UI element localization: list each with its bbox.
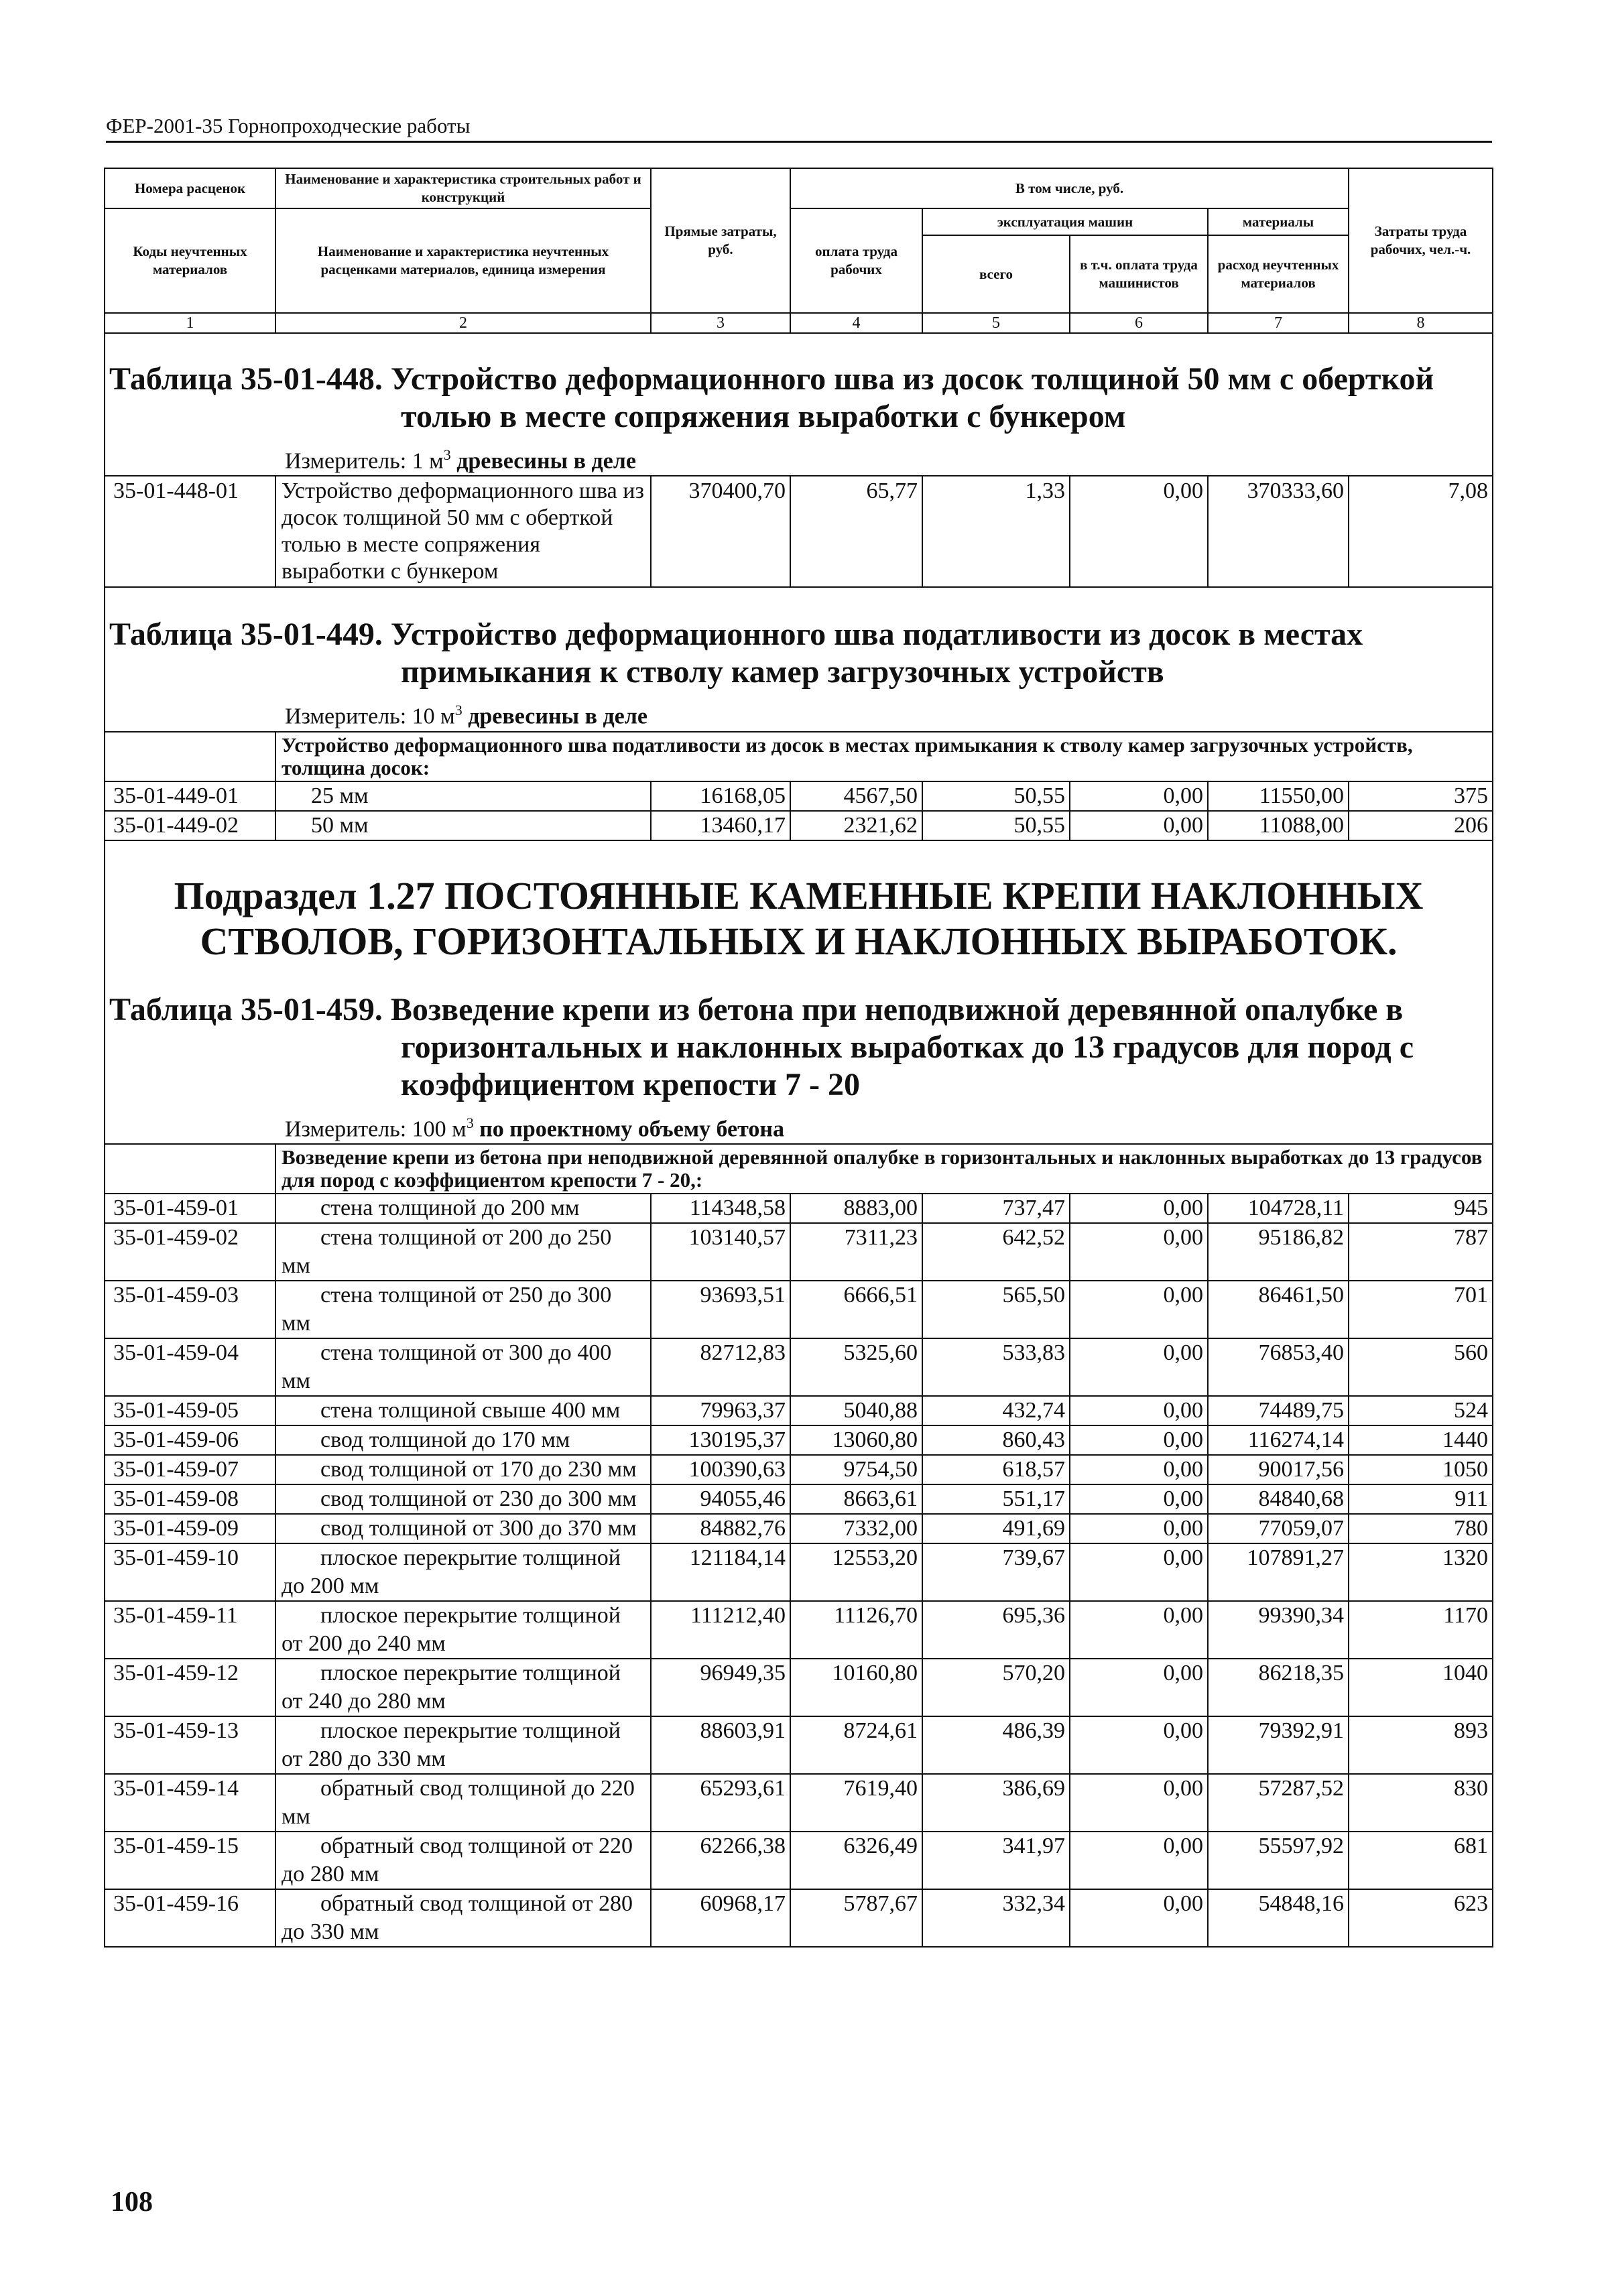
machine-cost: 486,39	[922, 1716, 1070, 1774]
meter-sup: 3	[466, 1114, 474, 1131]
meter-sup: 3	[443, 446, 451, 463]
materials-cost: 90017,56	[1208, 1455, 1349, 1484]
direct-cost: 60968,17	[651, 1889, 790, 1947]
column-number: 4	[790, 313, 922, 333]
labor-hours: 911	[1349, 1484, 1493, 1514]
rate-code: 35-01-449-02	[105, 811, 275, 840]
table-row	[105, 1194, 1493, 1223]
labor-hours: 375	[1349, 781, 1493, 811]
column-number: 6	[1070, 313, 1208, 333]
machine-cost: 491,69	[922, 1514, 1070, 1543]
rate-code: 35-01-459-01	[105, 1194, 275, 1223]
labor-cost: 10160,80	[790, 1659, 922, 1716]
rate-code: 35-01-448-01	[105, 476, 275, 587]
labor-cost: 4567,50	[790, 781, 922, 811]
machine-cost: 739,67	[922, 1543, 1070, 1601]
machine-cost: 1,33	[922, 476, 1070, 587]
subsection-title	[109, 873, 1488, 964]
table-459-title-line1: Возведение крепи из бетона при неподвижной деревянной опалубке в	[390, 991, 1404, 1027]
table-row	[105, 476, 1493, 587]
col2-subheader: Наименование и характеристика неучтенных расценками материалов, единица измерения	[275, 208, 651, 313]
machinist-cost: 0,00	[1070, 1889, 1208, 1947]
direct-cost: 93693,51	[651, 1281, 790, 1338]
machine-cost: 50,55	[922, 781, 1070, 811]
labor-cost: 65,77	[790, 476, 922, 587]
rate-code: 35-01-459-16	[105, 1889, 275, 1947]
labor-hours: 1050	[1349, 1455, 1493, 1484]
section-449-heading-cell	[105, 587, 1493, 731]
labor-hours: 701	[1349, 1281, 1493, 1338]
col3-header: Прямые затраты, руб.	[651, 168, 790, 313]
table-459-meter	[285, 1110, 1488, 1143]
materials-cost: 84840,68	[1208, 1484, 1349, 1514]
rate-code: 35-01-459-15	[105, 1832, 275, 1889]
labor-hours: 206	[1349, 811, 1493, 840]
materials-cost: 116274,14	[1208, 1425, 1349, 1455]
materials-header: материалы	[1208, 208, 1349, 235]
section-448-heading-cell	[105, 333, 1493, 476]
machinist-cost: 0,00	[1070, 1455, 1208, 1484]
materials-cost: 107891,27	[1208, 1543, 1349, 1601]
column-number: 2	[275, 313, 651, 333]
column-number: 1	[105, 313, 275, 333]
work-name: плоское перекрытие толщиной от 240 до 280 мм	[275, 1659, 651, 1716]
materials-cost: 76853,40	[1208, 1338, 1349, 1396]
table-449-group: Устройство деформационного шва податливости из досок в местах примыкания к стволу камер загрузочных устройств, толщина досок:	[275, 732, 1493, 781]
work-name: свод толщиной от 230 до 300 мм	[275, 1484, 651, 1514]
machine-cost: 565,50	[922, 1281, 1070, 1338]
materials-cost: 86218,35	[1208, 1659, 1349, 1716]
table-449-title-line1: Устройство деформационного шва податливости из досок в местах	[390, 617, 1363, 653]
meter-suffix: древесины в деле	[450, 448, 636, 474]
table-row	[105, 1484, 1493, 1514]
table-row	[105, 1281, 1493, 1338]
materials-cost: 74489,75	[1208, 1396, 1349, 1425]
materials-cost: 55597,92	[1208, 1832, 1349, 1889]
labor-cost: 8663,61	[790, 1484, 922, 1514]
rate-code: 35-01-449-01	[105, 781, 275, 811]
materials-cost: 54848,16	[1208, 1889, 1349, 1947]
direct-cost: 114348,58	[651, 1194, 790, 1223]
materials-cost: 79392,91	[1208, 1716, 1349, 1774]
work-name: 25 мм	[275, 781, 651, 811]
col8-header: Затраты труда рабочих, чел.-ч.	[1349, 168, 1493, 313]
materials-cost: 99390,34	[1208, 1601, 1349, 1659]
machinist-cost: 0,00	[1070, 1194, 1208, 1223]
materials-cost: 104728,11	[1208, 1194, 1349, 1223]
page-header: ФЕР-2001-35 Горнопроходческие работы	[106, 113, 1492, 143]
labor-cost: 6666,51	[790, 1281, 922, 1338]
table-row	[105, 1455, 1493, 1484]
machinist-cost: 0,00	[1070, 1514, 1208, 1543]
machinist-cost: 0,00	[1070, 1338, 1208, 1396]
materials-cost: 370333,60	[1208, 476, 1349, 587]
table-449-label: Таблица 35-01-449.	[109, 617, 383, 653]
materials-cost: 11550,00	[1208, 781, 1349, 811]
table-row	[105, 811, 1493, 840]
labor-hours: 1320	[1349, 1543, 1493, 1601]
meter-prefix: Измеритель: 1 м	[285, 448, 444, 474]
table-row	[105, 1425, 1493, 1455]
meter-prefix: Измеритель: 10 м	[285, 704, 455, 729]
machinist-cost: 0,00	[1070, 811, 1208, 840]
meter-prefix: Измеритель: 100 м	[285, 1116, 467, 1141]
machinist-cost: 0,00	[1070, 1601, 1208, 1659]
machinist-cost: 0,00	[1070, 1832, 1208, 1889]
labor-cost: 12553,20	[790, 1543, 922, 1601]
work-name: стена толщиной до 200 мм	[275, 1194, 651, 1223]
machinist-cost: 0,00	[1070, 1223, 1208, 1281]
labor-cost: 6326,49	[790, 1832, 922, 1889]
direct-cost: 96949,35	[651, 1659, 790, 1716]
table-448-label: Таблица 35-01-448.	[109, 361, 383, 397]
table-448-rows	[105, 476, 1493, 587]
column-number-row	[105, 313, 1493, 333]
machine-cost: 50,55	[922, 811, 1070, 840]
work-name: обратный свод толщиной от 220 до 280 мм	[275, 1832, 651, 1889]
direct-cost: 94055,46	[651, 1484, 790, 1514]
materials-cost: 95186,82	[1208, 1223, 1349, 1281]
materials-cost: 57287,52	[1208, 1774, 1349, 1832]
subsection-line2: СТВОЛОВ, ГОРИЗОНТАЛЬНЫХ И НАКЛОННЫХ ВЫРАБОТОК.	[200, 919, 1398, 963]
labor-hours: 1040	[1349, 1659, 1493, 1716]
machinist-cost: 0,00	[1070, 1543, 1208, 1601]
rate-code: 35-01-459-07	[105, 1455, 275, 1484]
column-number: 5	[922, 313, 1070, 333]
table-449-meter	[285, 698, 1488, 730]
column-number: 3	[651, 313, 790, 333]
materials-cost: 86461,50	[1208, 1281, 1349, 1338]
labor-cost: 11126,70	[790, 1601, 922, 1659]
machine-cost: 737,47	[922, 1194, 1070, 1223]
work-name: стена толщиной от 300 до 400 мм	[275, 1338, 651, 1396]
materials-cost: 11088,00	[1208, 811, 1349, 840]
table-459-title-line2: горизонтальных и наклонных выработках до 13 градусов для пород с	[401, 1029, 1414, 1065]
machine-cost: 642,52	[922, 1223, 1070, 1281]
direct-cost: 65293,61	[651, 1774, 790, 1832]
machine-cost: 332,34	[922, 1889, 1070, 1947]
labor-cost: 5040,88	[790, 1396, 922, 1425]
direct-cost: 370400,70	[651, 476, 790, 587]
table-449-title-line2: примыкания к стволу камер загрузочных устройств	[401, 654, 1164, 690]
work-name: обратный свод толщиной от 280 до 330 мм	[275, 1889, 651, 1947]
page-number: 108	[111, 2187, 153, 2218]
labor-cost: 8883,00	[790, 1194, 922, 1223]
work-name: плоское перекрытие толщиной до 200 мм	[275, 1543, 651, 1601]
machine-cost: 386,69	[922, 1774, 1070, 1832]
work-name: свод толщиной до 170 мм	[275, 1425, 651, 1455]
incl-header: В том числе, руб.	[790, 168, 1349, 208]
direct-cost: 88603,91	[651, 1716, 790, 1774]
labor-hours: 7,08	[1349, 476, 1493, 587]
labor-cost: 9754,50	[790, 1455, 922, 1484]
rate-code: 35-01-459-10	[105, 1543, 275, 1601]
rate-code: 35-01-459-04	[105, 1338, 275, 1396]
direct-cost: 62266,38	[651, 1832, 790, 1889]
machine-cost: 695,36	[922, 1601, 1070, 1659]
work-name: 50 мм	[275, 811, 651, 840]
table-448-title-line2: толью в месте сопряжения выработки с бункером	[401, 399, 1126, 434]
table-459-label: Таблица 35-01-459.	[109, 991, 383, 1027]
table-448-meter	[285, 442, 1488, 475]
column-number: 7	[1208, 313, 1349, 333]
machinist-cost: 0,00	[1070, 1396, 1208, 1425]
col7-header: расход неучтенных материалов	[1208, 235, 1349, 313]
work-name: плоское перекрытие толщиной от 280 до 330 мм	[275, 1716, 651, 1774]
subsection-cell	[105, 840, 1493, 1144]
subsection-line1: Подраздел 1.27 ПОСТОЯННЫЕ КАМЕННЫЕ КРЕПИ НАКЛОННЫХ	[174, 873, 1424, 917]
labor-cost: 5787,67	[790, 1889, 922, 1947]
materials-cost: 77059,07	[1208, 1514, 1349, 1543]
machine-cost: 618,57	[922, 1455, 1070, 1484]
work-name: стена толщиной свыше 400 мм	[275, 1396, 651, 1425]
group-spacer	[105, 732, 275, 781]
direct-cost: 121184,14	[651, 1543, 790, 1601]
machinist-cost: 0,00	[1070, 1716, 1208, 1774]
table-row	[105, 1889, 1493, 1947]
subsection-row	[105, 840, 1493, 1144]
table-459-group: Возведение крепи из бетона при неподвижной деревянной опалубке в горизонтальных и наклонных выработках до 13 градусов для пород с коэффициентом крепости 7 - 20,:	[275, 1144, 1493, 1194]
section-449	[105, 587, 1493, 731]
labor-cost: 5325,60	[790, 1338, 922, 1396]
rate-code: 35-01-459-03	[105, 1281, 275, 1338]
col5-header: всего	[922, 235, 1070, 313]
section-448	[105, 333, 1493, 476]
table-449-rows	[105, 781, 1493, 840]
rate-code: 35-01-459-05	[105, 1396, 275, 1425]
meter-suffix: по проектному объему бетона	[473, 1116, 784, 1141]
table-row	[105, 1774, 1493, 1832]
header-row-2	[105, 208, 1493, 235]
table-448-title-line1: Устройство деформационного шва из досок толщиной 50 мм с оберткой	[390, 361, 1434, 397]
table-row	[105, 1832, 1493, 1889]
rate-code: 35-01-459-14	[105, 1774, 275, 1832]
table-row	[105, 1223, 1493, 1281]
rate-code: 35-01-459-09	[105, 1514, 275, 1543]
col4-header: оплата труда рабочих	[790, 208, 922, 313]
labor-cost: 7311,23	[790, 1223, 922, 1281]
direct-cost: 130195,37	[651, 1425, 790, 1455]
table-459-group-row	[105, 1144, 1493, 1194]
machinist-cost: 0,00	[1070, 1659, 1208, 1716]
labor-cost: 13060,80	[790, 1425, 922, 1455]
rate-code: 35-01-459-11	[105, 1601, 275, 1659]
work-name: свод толщиной от 300 до 370 мм	[275, 1514, 651, 1543]
labor-cost: 2321,62	[790, 811, 922, 840]
col6-header: в т.ч. оплата труда машинистов	[1070, 235, 1208, 313]
machine-cost: 432,74	[922, 1396, 1070, 1425]
meter-suffix: древесины в деле	[462, 704, 647, 729]
meter-sup: 3	[454, 702, 462, 719]
rate-code: 35-01-459-02	[105, 1223, 275, 1281]
col1-header: Номера расценок	[105, 168, 275, 208]
rate-code: 35-01-459-08	[105, 1484, 275, 1514]
direct-cost: 103140,57	[651, 1223, 790, 1281]
machine-cost: 570,20	[922, 1659, 1070, 1716]
table-row	[105, 1659, 1493, 1716]
work-name: плоское перекрытие толщиной от 200 до 240 мм	[275, 1601, 651, 1659]
table-row	[105, 1396, 1493, 1425]
direct-cost: 13460,17	[651, 811, 790, 840]
table-row	[105, 781, 1493, 811]
table-459-title-line3: коэффициентом крепости 7 - 20	[401, 1066, 860, 1102]
machine-cost: 341,97	[922, 1832, 1070, 1889]
table-448-title	[109, 361, 1488, 436]
machine-cost: 551,17	[922, 1484, 1070, 1514]
work-name: свод толщиной от 170 до 230 мм	[275, 1455, 651, 1484]
rate-code: 35-01-459-13	[105, 1716, 275, 1774]
machinist-cost: 0,00	[1070, 1425, 1208, 1455]
col2-header: Наименование и характеристика строительных работ и конструкций	[275, 168, 651, 208]
column-number: 8	[1349, 313, 1493, 333]
labor-hours: 623	[1349, 1889, 1493, 1947]
machine-cost: 533,83	[922, 1338, 1070, 1396]
table-row	[105, 1514, 1493, 1543]
direct-cost: 79963,37	[651, 1396, 790, 1425]
labor-cost: 8724,61	[790, 1716, 922, 1774]
rate-code: 35-01-459-06	[105, 1425, 275, 1455]
direct-cost: 111212,40	[651, 1601, 790, 1659]
machine-cost: 860,43	[922, 1425, 1070, 1455]
header-row-1	[105, 168, 1493, 208]
labor-hours: 780	[1349, 1514, 1493, 1543]
table-row	[105, 1543, 1493, 1601]
labor-hours: 893	[1349, 1716, 1493, 1774]
direct-cost: 82712,83	[651, 1338, 790, 1396]
machinist-cost: 0,00	[1070, 1774, 1208, 1832]
labor-hours: 1440	[1349, 1425, 1493, 1455]
machinist-cost: 0,00	[1070, 476, 1208, 587]
work-name: стена толщиной от 200 до 250 мм	[275, 1223, 651, 1281]
table-row	[105, 1601, 1493, 1659]
labor-cost: 7332,00	[790, 1514, 922, 1543]
table-449-title	[109, 616, 1488, 691]
machinist-cost: 0,00	[1070, 1484, 1208, 1514]
labor-hours: 560	[1349, 1338, 1493, 1396]
labor-hours: 830	[1349, 1774, 1493, 1832]
rates-table	[104, 168, 1493, 1948]
direct-cost: 84882,76	[651, 1514, 790, 1543]
labor-hours: 945	[1349, 1194, 1493, 1223]
direct-cost: 100390,63	[651, 1455, 790, 1484]
table-459-rows	[105, 1194, 1493, 1947]
work-name: Устройство деформационного шва из досок толщиной 50 мм с оберткой толью в месте сопряжения выработки с бункером	[275, 476, 651, 587]
labor-hours: 1170	[1349, 1601, 1493, 1659]
labor-cost: 7619,40	[790, 1774, 922, 1832]
table-row	[105, 1716, 1493, 1774]
work-name: стена толщиной от 250 до 300 мм	[275, 1281, 651, 1338]
direct-cost: 16168,05	[651, 781, 790, 811]
col1-subheader: Коды неучтенных материалов	[105, 208, 275, 313]
machinist-cost: 0,00	[1070, 1281, 1208, 1338]
table-459-title	[109, 991, 1488, 1104]
group-spacer	[105, 1144, 275, 1194]
labor-hours: 681	[1349, 1832, 1493, 1889]
rate-code: 35-01-459-12	[105, 1659, 275, 1716]
work-name: обратный свод толщиной до 220 мм	[275, 1774, 651, 1832]
labor-hours: 787	[1349, 1223, 1493, 1281]
machinist-cost: 0,00	[1070, 781, 1208, 811]
table-449-group-row	[105, 732, 1493, 781]
machines-header: эксплуатация машин	[922, 208, 1208, 235]
table-row	[105, 1338, 1493, 1396]
labor-hours: 524	[1349, 1396, 1493, 1425]
